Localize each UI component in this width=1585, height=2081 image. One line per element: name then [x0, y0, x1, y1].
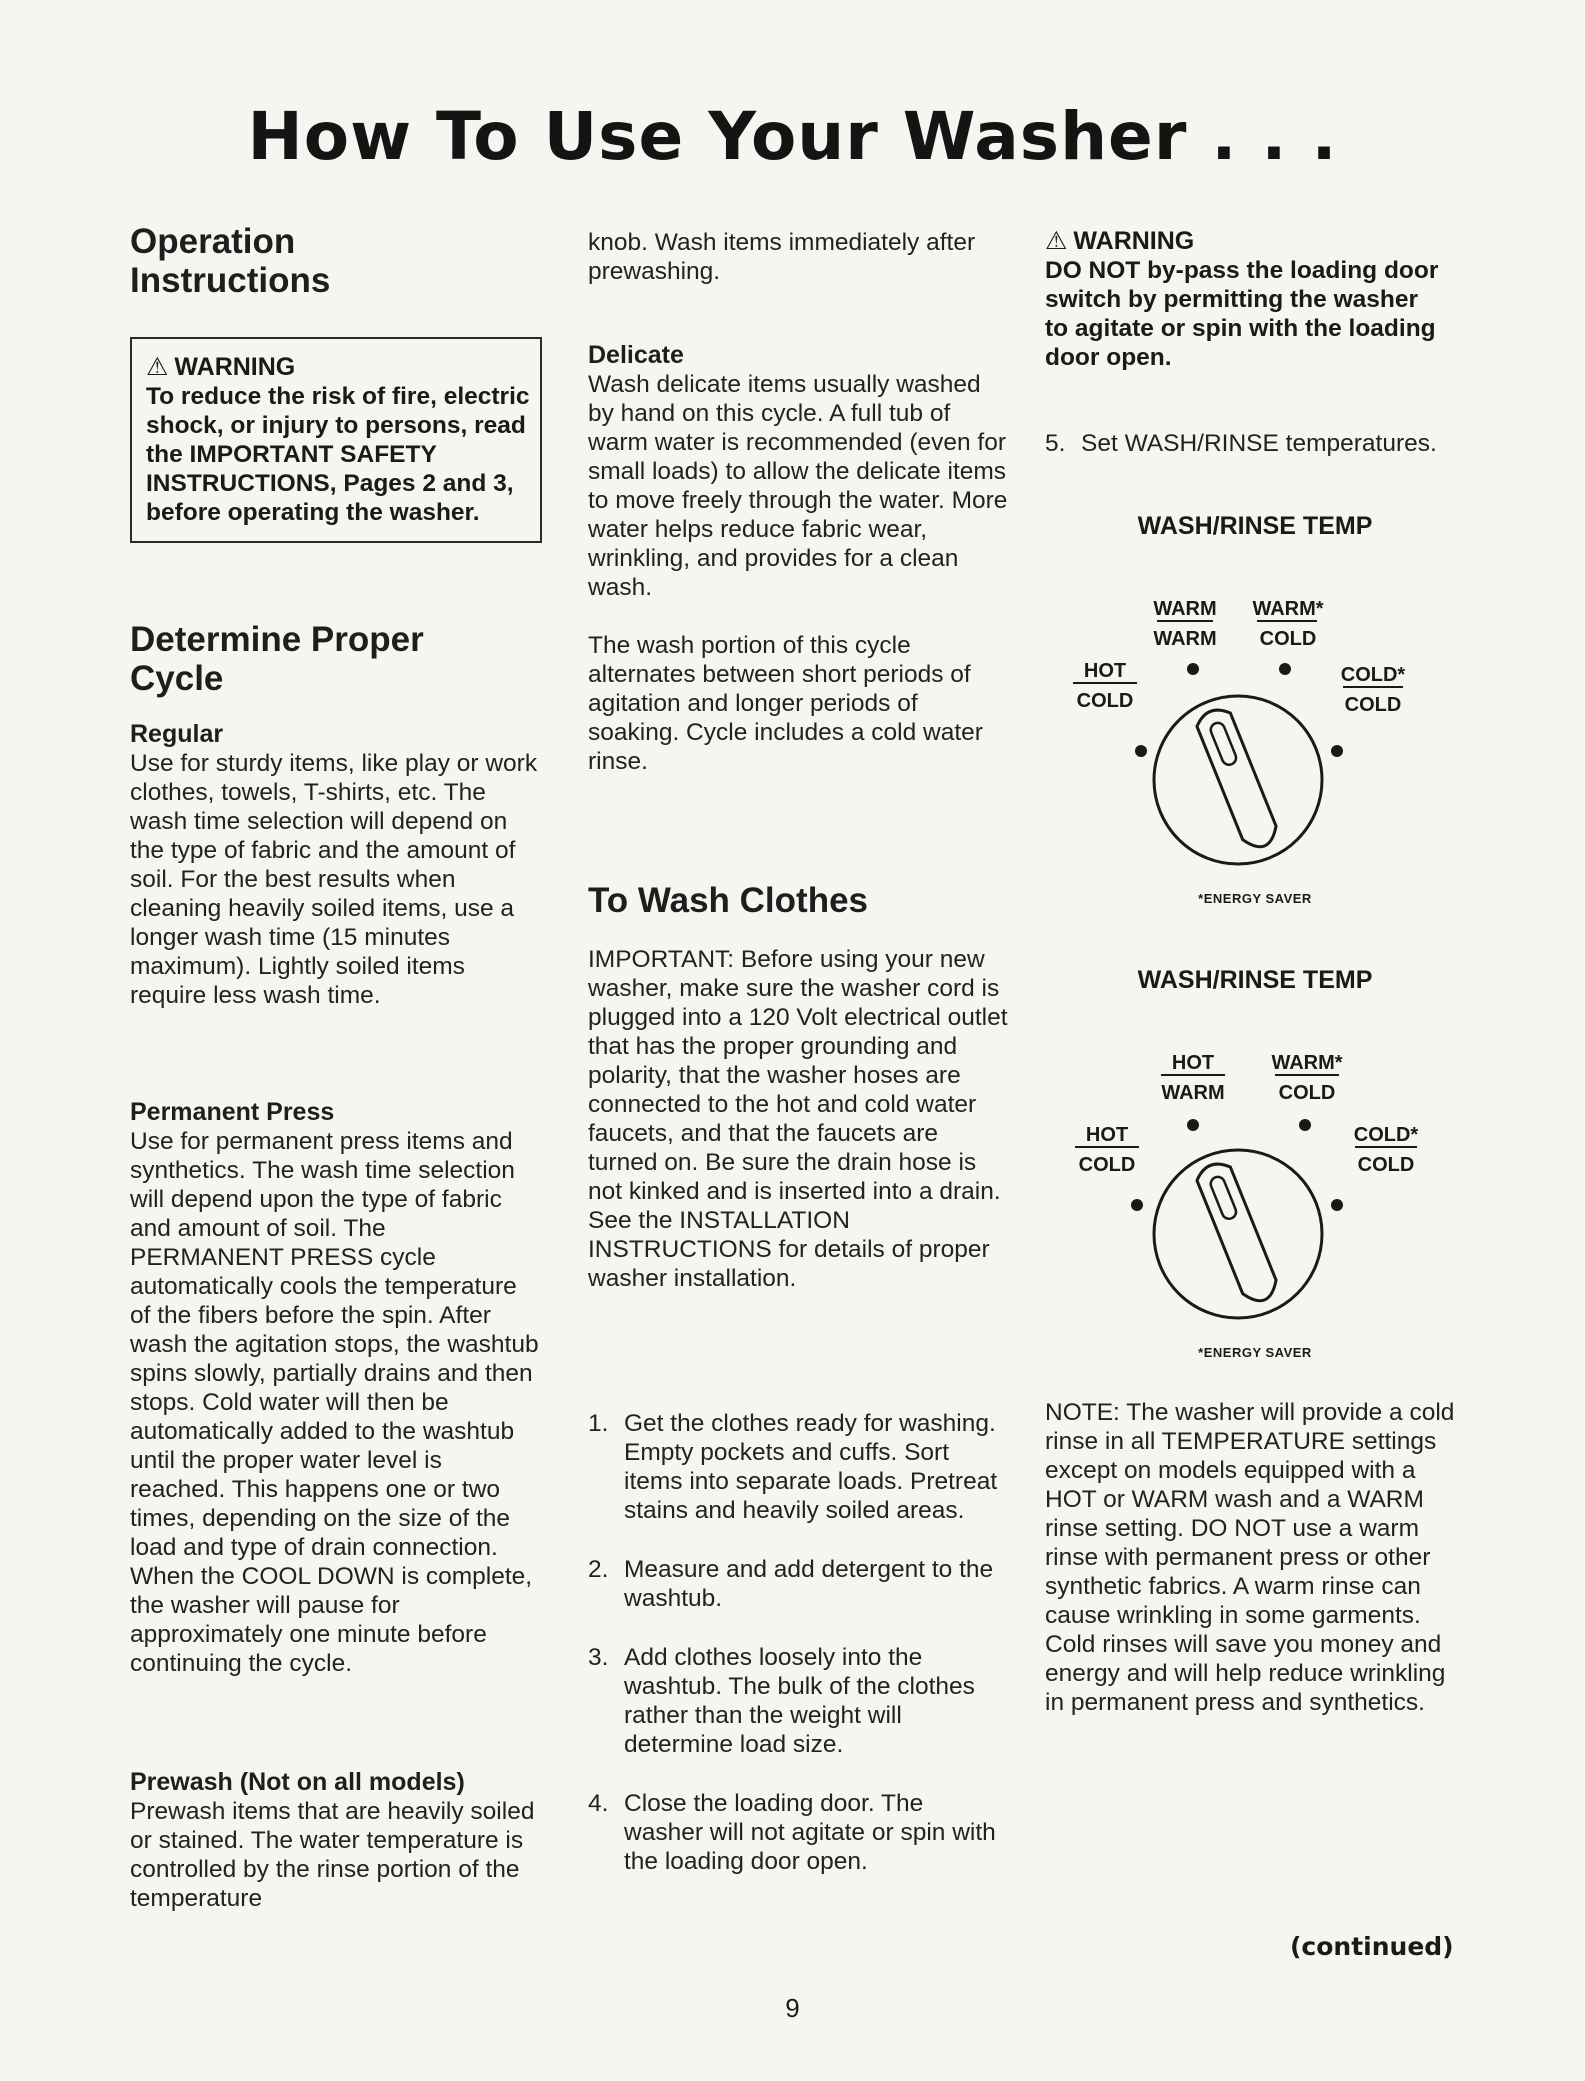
continued-label: (continued): [1290, 1932, 1454, 1961]
temp-dial-graphic: [1045, 547, 1445, 907]
list-item: [588, 1409, 1008, 1525]
indicator-dot: [1279, 663, 1291, 675]
page-number: 9: [785, 1993, 800, 2023]
delicate-title: Delicate: [588, 341, 684, 369]
page-title: How To Use Your Washer . . .: [247, 98, 1338, 175]
step-text: Set WASH/RINSE temperatures.: [1081, 430, 1437, 457]
dial-pointer: [1194, 1159, 1282, 1307]
warning-text: To reduce the risk of fire, electric shock, or injury to persons, read the IMPORTANT SAFETY INSTRUCTIONS, Pages 2 and 3, before operating the washer.: [146, 383, 530, 526]
label-top-left-wash: HOT: [1171, 1052, 1215, 1074]
indicator-dot: [1135, 745, 1147, 757]
step-text: Add clothes loosely into the washtub. The bulk of the clothes rather than the weight will determine load size.: [624, 1644, 975, 1758]
warning-triangle-icon: ⚠: [146, 353, 169, 381]
to-wash-clothes-heading: To Wash Clothes: [588, 881, 868, 920]
step-number: 1.: [588, 1410, 609, 1437]
steps-list: [588, 1409, 1008, 1906]
label-right-rinse: COLD: [1357, 1154, 1415, 1176]
step-text: Measure and add detergent to the washtub.: [624, 1556, 994, 1612]
warning-text: DO NOT by-pass the loading door switch by permitting the washer to agitate or spin with the loading door open.: [1045, 257, 1439, 371]
temp-dial-1: [1045, 512, 1445, 906]
regular-text: Use for sturdy items, like play or work clothes, towels, T-shirts, etc. The wash time selection will depend on the type of fabric and the amount of soil. For the best results when cleaning heavily soiled items, use a longer wash time (15 minutes maximum). Lightly soiled items require less wash time.: [130, 750, 538, 1009]
energy-saver-footnote: *ENERGY SAVER: [1198, 1345, 1312, 1360]
heading-line: Cycle: [130, 659, 224, 698]
step-number: 5.: [1045, 430, 1066, 457]
list-item: [1045, 429, 1445, 458]
step-number: 4.: [588, 1790, 609, 1817]
label-top-left-rinse: WARM: [1161, 1082, 1225, 1104]
step-number: 3.: [588, 1644, 609, 1671]
heading-line: Instructions: [130, 261, 331, 300]
indicator-dot: [1187, 1119, 1199, 1131]
prewash-section: [130, 1768, 540, 1913]
delicate-text: Wash delicate items usually washed by hand on this cycle. A full tub of warm water is recommended (even for small loads) to allow the delicate items to move freely through the water. More water helps reduce fabric wear, wrinkling, and provides for a clean wash.: [588, 371, 1008, 601]
warning-heading: [1045, 227, 1445, 256]
temp-dial-graphic: [1045, 1001, 1445, 1361]
step-text: Close the loading door. The washer will not agitate or spin with the loading door open.: [624, 1790, 996, 1875]
step-number: 2.: [588, 1556, 609, 1583]
indicator-dot: [1299, 1119, 1311, 1131]
label-right-wash: COLD*: [1340, 664, 1406, 686]
important-text: IMPORTANT: Before using your new washer, make sure the washer cord is plugged into a 120 Volt electrical outlet that has the proper grounding and polarity, that the washer hoses are connected to the hot and cold water faucets, and that the faucets are turned on. Be sure the drain hose is not kinked and is inserted into a drain. See the INSTALLATION INSTRUCTIONS for details of proper washer installation.: [588, 946, 1008, 1292]
dial-title: WASH/RINSE TEMP: [1137, 512, 1373, 540]
permanent-press-section: [130, 1098, 540, 1678]
delicate-section: [588, 341, 1008, 776]
step-5: [1045, 429, 1445, 458]
door-warning: [1045, 227, 1445, 372]
dial-title: WASH/RINSE TEMP: [1137, 966, 1373, 994]
permanent-press-title: Permanent Press: [130, 1098, 335, 1126]
prewash-continued-text: knob. Wash items immediately after prewashing.: [588, 229, 976, 285]
warning-label: WARNING: [174, 353, 296, 381]
dial-pointer: [1194, 705, 1282, 853]
warning-label: WARNING: [1073, 227, 1195, 255]
indicator-dot: [1331, 1199, 1343, 1211]
label-right-wash: COLD*: [1353, 1124, 1419, 1146]
heading-line: Operation: [130, 222, 296, 261]
list-item: [588, 1555, 1008, 1613]
warning-box: [130, 337, 542, 543]
prewash-title: Prewash (Not on all models): [130, 1768, 465, 1796]
determine-cycle-heading: [130, 620, 550, 698]
prewash-text: Prewash items that are heavily soiled or stained. The water temperature is controlled by the rinse portion of the temperature: [130, 1798, 535, 1912]
label-left-wash: HOT: [1083, 660, 1127, 682]
label-top-left-wash: WARM: [1153, 598, 1217, 620]
label-left-rinse: COLD: [1078, 1154, 1136, 1176]
label-right-rinse: COLD: [1344, 694, 1402, 716]
indicator-dot: [1187, 663, 1199, 675]
permanent-press-text: Use for permanent press items and synthetics. The wash time selection will depend upon the type of fabric and amount of soil. The PERMANENT PRESS cycle automatically cools the temperature of the fibers before the spin. After wash the agitation stops, the washtub spins slowly, partially drains and then stops. Cold water will then be automatically added to the washtub until the proper water level is reached. This happens one or two times, depending on the size of the load and type of drain connection. When the COOL DOWN is complete, the washer will pause for approximately one minute before continuing the cycle.: [130, 1128, 539, 1677]
list-item: [588, 1643, 1008, 1759]
label-top-right-rinse: COLD: [1259, 628, 1317, 650]
warning-triangle-icon: ⚠: [1045, 227, 1068, 255]
energy-saver-footnote: *ENERGY SAVER: [1198, 891, 1312, 906]
delicate-text-2: The wash portion of this cycle alternates between short periods of agitation and longer periods of soaking. Cycle includes a cold water rinse.: [588, 632, 983, 775]
temp-dial-2: [1045, 966, 1445, 1360]
regular-section: [130, 720, 540, 1010]
label-top-right-wash: WARM*: [1271, 1052, 1343, 1074]
regular-title: Regular: [130, 720, 224, 748]
label-left-wash: HOT: [1085, 1124, 1129, 1146]
step-text: Get the clothes ready for washing. Empty pockets and cuffs. Sort items into separate loads. Pretreat stains and heavily soiled areas.: [624, 1410, 998, 1524]
temperature-note: NOTE: The washer will provide a cold rinse in all TEMPERATURE settings except on models equipped with a HOT or WARM wash and a WARM rinse setting. DO NOT use a warm rinse with permanent press or other synthetic fabrics. A warm rinse can cause wrinkling in some garments. Cold rinses will save you money and energy and will help reduce wrinkling in permanent press and synthetics.: [1045, 1399, 1455, 1716]
label-top-right-rinse: COLD: [1278, 1082, 1336, 1104]
operation-instructions-heading: [130, 222, 550, 300]
warning-heading: [146, 353, 530, 382]
label-left-rinse: COLD: [1076, 690, 1134, 712]
list-item: [588, 1789, 1008, 1876]
label-top-right-wash: WARM*: [1252, 598, 1324, 620]
indicator-dot: [1331, 745, 1343, 757]
heading-line: Determine Proper: [130, 620, 424, 659]
indicator-dot: [1131, 1199, 1143, 1211]
label-top-left-rinse: WARM: [1153, 628, 1217, 650]
